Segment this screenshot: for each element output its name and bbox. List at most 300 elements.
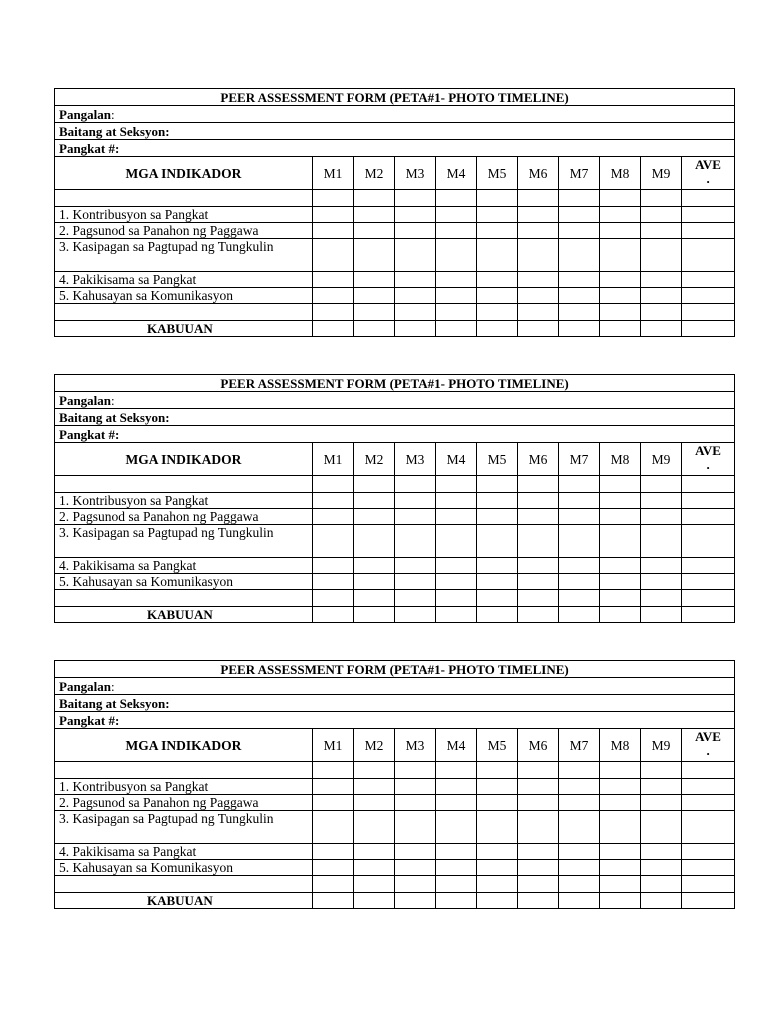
indicator-4-score-cell[interactable]	[518, 272, 559, 288]
indicator-3-score-cell[interactable]	[600, 525, 641, 558]
grade-section-field-row	[55, 409, 735, 426]
member-header-m6: M6	[518, 157, 559, 190]
indicator-3-score-cell[interactable]	[354, 239, 395, 272]
total-score-cell[interactable]	[518, 321, 559, 337]
member-header-m7: M7	[559, 729, 600, 762]
indicator-label: 2. Pagsunod sa Panahon ng Paggawa	[55, 509, 313, 525]
indicator-1-score-cell[interactable]	[395, 779, 436, 795]
indicator-2-score-cell[interactable]	[395, 795, 436, 811]
blank-score-cell[interactable]	[518, 590, 559, 607]
indicator-4-score-cell[interactable]	[354, 844, 395, 860]
form-title-row	[55, 375, 735, 392]
blank-score-cell[interactable]	[395, 876, 436, 893]
indicator-2-score-cell[interactable]	[641, 795, 682, 811]
indicator-4-score-cell[interactable]	[682, 272, 735, 288]
blank-score-cell[interactable]	[518, 876, 559, 893]
indicator-4-score-cell[interactable]	[477, 844, 518, 860]
indicator-4-score-cell[interactable]	[313, 844, 354, 860]
blank-score-cell[interactable]	[395, 590, 436, 607]
total-score-cell[interactable]	[682, 607, 735, 623]
blank-score-cell[interactable]	[518, 190, 559, 207]
indicator-3-score-cell[interactable]	[682, 811, 735, 844]
blank-score-cell[interactable]	[559, 476, 600, 493]
indicator-1-score-cell[interactable]	[518, 493, 559, 509]
indicator-4-score-cell[interactable]	[395, 844, 436, 860]
indicator-label: 1. Kontribusyon sa Pangkat	[55, 493, 313, 509]
indicator-4-score-cell[interactable]	[518, 558, 559, 574]
indicator-2-score-cell[interactable]	[313, 223, 354, 239]
blank-score-cell[interactable]	[477, 590, 518, 607]
indicator-5-score-cell[interactable]	[395, 860, 436, 876]
indicator-2-score-cell[interactable]	[354, 509, 395, 525]
blank-score-cell[interactable]	[641, 476, 682, 493]
average-label: AVE	[695, 157, 721, 172]
indicator-row-5	[55, 574, 735, 590]
indicator-1-score-cell[interactable]	[477, 779, 518, 795]
indicator-2-score-cell[interactable]	[436, 509, 477, 525]
group-number-field[interactable]	[55, 426, 735, 443]
indicator-5-score-cell[interactable]	[477, 288, 518, 304]
indicator-2-score-cell[interactable]	[682, 795, 735, 811]
name-field[interactable]	[55, 106, 735, 123]
indicator-2-score-cell[interactable]	[395, 509, 436, 525]
indicator-3-score-cell[interactable]	[600, 811, 641, 844]
indicator-3-score-cell[interactable]	[518, 525, 559, 558]
average-header	[682, 729, 735, 762]
indicator-3-score-cell[interactable]	[477, 525, 518, 558]
blank-score-cell[interactable]	[477, 876, 518, 893]
indicator-4-score-cell[interactable]	[436, 558, 477, 574]
indicator-1-score-cell[interactable]	[641, 779, 682, 795]
member-header-m9: M9	[641, 729, 682, 762]
name-field-row	[55, 392, 735, 409]
indicator-5-score-cell[interactable]	[436, 288, 477, 304]
blank-score-cell[interactable]	[313, 190, 354, 207]
indicator-2-score-cell[interactable]	[559, 795, 600, 811]
indicator-1-score-cell[interactable]	[600, 779, 641, 795]
group-number-field-row	[55, 712, 735, 729]
total-score-cell[interactable]	[436, 893, 477, 909]
blank-score-cell[interactable]	[354, 590, 395, 607]
indicator-3-score-cell[interactable]	[313, 811, 354, 844]
indicator-2-score-cell[interactable]	[559, 509, 600, 525]
member-header-m7: M7	[559, 443, 600, 476]
form-title: PEER ASSESSMENT FORM (PETA#1- PHOTO TIMELINE)	[55, 375, 735, 392]
blank-score-cell[interactable]	[682, 590, 735, 607]
total-score-cell[interactable]	[395, 321, 436, 337]
blank-score-cell[interactable]	[559, 762, 600, 779]
form-title-row	[55, 661, 735, 678]
member-header-m5: M5	[477, 443, 518, 476]
blank-score-cell[interactable]	[313, 762, 354, 779]
indicator-5-score-cell[interactable]	[313, 288, 354, 304]
indicator-3-score-cell[interactable]	[354, 525, 395, 558]
indicator-1-score-cell[interactable]	[313, 779, 354, 795]
blank-score-cell[interactable]	[313, 876, 354, 893]
name-field-row	[55, 106, 735, 123]
indicator-5-score-cell[interactable]	[641, 860, 682, 876]
blank-score-cell[interactable]	[518, 762, 559, 779]
total-score-cell[interactable]	[600, 607, 641, 623]
indicator-5-score-cell[interactable]	[313, 574, 354, 590]
blank-score-cell[interactable]	[641, 304, 682, 321]
indicator-2-score-cell[interactable]	[518, 795, 559, 811]
indicator-1-score-cell[interactable]	[477, 493, 518, 509]
indicator-3-score-cell[interactable]	[682, 525, 735, 558]
average-label: AVE	[695, 729, 721, 744]
blank-score-cell[interactable]	[641, 190, 682, 207]
indicator-4-score-cell[interactable]	[600, 844, 641, 860]
blank-score-cell[interactable]	[395, 190, 436, 207]
total-score-cell[interactable]	[600, 893, 641, 909]
blank-score-cell[interactable]	[641, 590, 682, 607]
grade-section-field-row	[55, 123, 735, 140]
blank-score-cell[interactable]	[477, 190, 518, 207]
blank-row	[55, 876, 735, 893]
indicator-header: MGA INDIKADOR	[55, 157, 313, 190]
blank-score-cell[interactable]	[682, 304, 735, 321]
indicator-4-score-cell[interactable]	[600, 558, 641, 574]
indicator-5-score-cell[interactable]	[518, 860, 559, 876]
blank-score-cell[interactable]	[600, 304, 641, 321]
indicator-3-score-cell[interactable]	[477, 811, 518, 844]
indicator-2-score-cell[interactable]	[477, 223, 518, 239]
blank-score-cell[interactable]	[559, 190, 600, 207]
blank-score-cell[interactable]	[436, 762, 477, 779]
indicator-3-score-cell[interactable]	[559, 811, 600, 844]
total-score-cell[interactable]	[313, 607, 354, 623]
blank-score-cell[interactable]	[436, 590, 477, 607]
indicator-row-2	[55, 795, 735, 811]
blank-score-cell[interactable]	[436, 876, 477, 893]
total-score-cell[interactable]	[436, 607, 477, 623]
group-number-field-label: Pangkat #:	[59, 140, 120, 156]
indicator-1-score-cell[interactable]	[436, 779, 477, 795]
indicator-4-score-cell[interactable]	[395, 272, 436, 288]
indicator-5-score-cell[interactable]	[559, 288, 600, 304]
group-number-field-row	[55, 140, 735, 157]
indicator-3-score-cell[interactable]	[518, 239, 559, 272]
indicator-3-score-cell[interactable]	[436, 239, 477, 272]
indicator-label: 5. Kahusayan sa Komunikasyon	[55, 288, 313, 304]
grade-section-field-label: Baitang at Seksyon:	[59, 409, 170, 425]
indicator-1-score-cell[interactable]	[559, 207, 600, 223]
blank-score-cell[interactable]	[313, 476, 354, 493]
name-field-label: Pangalan	[59, 392, 112, 408]
member-header-m3: M3	[395, 443, 436, 476]
indicator-3-score-cell[interactable]	[354, 811, 395, 844]
indicator-2-score-cell[interactable]	[313, 795, 354, 811]
indicator-2-score-cell[interactable]	[518, 223, 559, 239]
indicator-2-score-cell[interactable]	[354, 795, 395, 811]
indicator-5-score-cell[interactable]	[436, 860, 477, 876]
total-score-cell[interactable]	[477, 893, 518, 909]
indicator-5-score-cell[interactable]	[600, 288, 641, 304]
indicator-4-score-cell[interactable]	[641, 844, 682, 860]
indicator-5-score-cell[interactable]	[518, 288, 559, 304]
blank-score-cell[interactable]	[600, 590, 641, 607]
indicator-5-score-cell[interactable]	[682, 574, 735, 590]
group-number-field-label: Pangkat #:	[59, 712, 120, 728]
blank-score-cell[interactable]	[477, 762, 518, 779]
grade-section-field[interactable]	[55, 695, 735, 712]
indicator-1-score-cell[interactable]	[436, 207, 477, 223]
indicator-5-score-cell[interactable]	[641, 288, 682, 304]
label-colon: :	[111, 106, 115, 122]
indicator-1-score-cell[interactable]	[354, 207, 395, 223]
blank-row	[55, 190, 735, 207]
total-score-cell[interactable]	[395, 893, 436, 909]
indicator-4-score-cell[interactable]	[559, 558, 600, 574]
indicator-1-score-cell[interactable]	[313, 493, 354, 509]
member-header-m5: M5	[477, 157, 518, 190]
total-score-cell[interactable]	[518, 893, 559, 909]
indicator-2-score-cell[interactable]	[641, 509, 682, 525]
blank-score-cell[interactable]	[559, 590, 600, 607]
indicator-label: 3. Kasipagan sa Pagtupad ng Tungkulin	[55, 525, 313, 558]
indicator-2-score-cell[interactable]	[436, 795, 477, 811]
grade-section-field[interactable]	[55, 409, 735, 426]
blank-score-cell[interactable]	[559, 304, 600, 321]
total-score-cell[interactable]	[395, 607, 436, 623]
indicator-1-score-cell[interactable]	[600, 493, 641, 509]
indicator-1-score-cell[interactable]	[518, 207, 559, 223]
indicator-2-score-cell[interactable]	[682, 223, 735, 239]
indicator-3-score-cell[interactable]	[313, 525, 354, 558]
total-score-cell[interactable]	[354, 607, 395, 623]
total-score-cell[interactable]	[354, 321, 395, 337]
indicator-4-score-cell[interactable]	[354, 272, 395, 288]
indicator-5-score-cell[interactable]	[682, 860, 735, 876]
blank-score-cell[interactable]	[682, 762, 735, 779]
group-number-field[interactable]	[55, 712, 735, 729]
indicator-4-score-cell[interactable]	[641, 272, 682, 288]
blank-score-cell[interactable]	[395, 762, 436, 779]
indicator-5-score-cell[interactable]	[641, 574, 682, 590]
name-field-row	[55, 678, 735, 695]
indicator-5-score-cell[interactable]	[559, 860, 600, 876]
indicator-5-score-cell[interactable]	[559, 574, 600, 590]
total-score-cell[interactable]	[477, 321, 518, 337]
blank-score-cell[interactable]	[313, 590, 354, 607]
indicator-2-score-cell[interactable]	[313, 509, 354, 525]
indicator-4-score-cell[interactable]	[559, 844, 600, 860]
indicator-1-score-cell[interactable]	[395, 207, 436, 223]
indicator-5-score-cell[interactable]	[395, 288, 436, 304]
indicator-4-score-cell[interactable]	[682, 844, 735, 860]
blank-score-cell[interactable]	[682, 190, 735, 207]
total-score-cell[interactable]	[641, 893, 682, 909]
member-header-m5: M5	[477, 729, 518, 762]
indicator-2-score-cell[interactable]	[518, 509, 559, 525]
total-score-cell[interactable]	[641, 321, 682, 337]
indicator-5-score-cell[interactable]	[354, 574, 395, 590]
indicator-3-score-cell[interactable]	[641, 239, 682, 272]
blank-score-cell[interactable]	[600, 876, 641, 893]
indicator-2-score-cell[interactable]	[436, 223, 477, 239]
indicator-1-score-cell[interactable]	[436, 493, 477, 509]
blank-score-cell[interactable]	[354, 190, 395, 207]
indicator-3-score-cell[interactable]	[641, 811, 682, 844]
indicator-3-score-cell[interactable]	[436, 525, 477, 558]
total-score-cell[interactable]	[477, 607, 518, 623]
indicator-4-score-cell[interactable]	[559, 272, 600, 288]
total-score-cell[interactable]	[559, 893, 600, 909]
indicator-5-score-cell[interactable]	[682, 288, 735, 304]
indicator-2-score-cell[interactable]	[477, 509, 518, 525]
total-score-cell[interactable]	[559, 607, 600, 623]
total-score-cell[interactable]	[436, 321, 477, 337]
blank-score-cell[interactable]	[518, 476, 559, 493]
indicator-3-score-cell[interactable]	[436, 811, 477, 844]
indicator-4-score-cell[interactable]	[641, 558, 682, 574]
indicator-5-score-cell[interactable]	[600, 860, 641, 876]
indicator-2-score-cell[interactable]	[600, 509, 641, 525]
indicator-1-score-cell[interactable]	[682, 779, 735, 795]
indicator-4-score-cell[interactable]	[477, 272, 518, 288]
indicator-5-score-cell[interactable]	[518, 574, 559, 590]
indicator-5-score-cell[interactable]	[354, 860, 395, 876]
group-number-field[interactable]	[55, 140, 735, 157]
indicator-4-score-cell[interactable]	[600, 272, 641, 288]
indicator-3-score-cell[interactable]	[600, 239, 641, 272]
blank-score-cell[interactable]	[600, 190, 641, 207]
label-colon: :	[111, 392, 115, 408]
indicator-3-score-cell[interactable]	[559, 239, 600, 272]
blank-score-cell[interactable]	[682, 476, 735, 493]
indicator-row-1	[55, 493, 735, 509]
total-score-cell[interactable]	[313, 893, 354, 909]
group-number-field-row	[55, 426, 735, 443]
blank-score-cell[interactable]	[395, 476, 436, 493]
indicator-2-score-cell[interactable]	[682, 509, 735, 525]
total-row	[55, 607, 735, 623]
total-score-cell[interactable]	[313, 321, 354, 337]
indicator-label: 2. Pagsunod sa Panahon ng Paggawa	[55, 795, 313, 811]
indicator-3-score-cell[interactable]	[313, 239, 354, 272]
total-score-cell[interactable]	[600, 321, 641, 337]
indicator-4-score-cell[interactable]	[477, 558, 518, 574]
indicator-2-score-cell[interactable]	[354, 223, 395, 239]
grade-section-field[interactable]	[55, 123, 735, 140]
blank-score-cell[interactable]	[559, 876, 600, 893]
indicator-4-score-cell[interactable]	[436, 272, 477, 288]
blank-indicator-cell	[55, 190, 313, 207]
indicator-5-score-cell[interactable]	[477, 860, 518, 876]
indicator-row-5	[55, 860, 735, 876]
average-dot: .	[706, 743, 710, 758]
blank-score-cell[interactable]	[354, 876, 395, 893]
blank-score-cell[interactable]	[641, 876, 682, 893]
blank-score-cell[interactable]	[682, 876, 735, 893]
indicator-label: 4. Pakikisama sa Pangkat	[55, 558, 313, 574]
indicator-2-score-cell[interactable]	[641, 223, 682, 239]
blank-score-cell[interactable]	[313, 304, 354, 321]
name-field[interactable]	[55, 392, 735, 409]
member-header-m4: M4	[436, 729, 477, 762]
indicator-1-score-cell[interactable]	[600, 207, 641, 223]
indicator-4-score-cell[interactable]	[354, 558, 395, 574]
blank-score-cell[interactable]	[436, 304, 477, 321]
name-field[interactable]	[55, 678, 735, 695]
indicator-3-score-cell[interactable]	[641, 525, 682, 558]
indicator-4-score-cell[interactable]	[313, 558, 354, 574]
indicator-1-score-cell[interactable]	[477, 207, 518, 223]
total-score-cell[interactable]	[641, 607, 682, 623]
total-score-cell[interactable]	[354, 893, 395, 909]
indicator-3-score-cell[interactable]	[518, 811, 559, 844]
indicator-5-score-cell[interactable]	[600, 574, 641, 590]
grade-section-field-row	[55, 695, 735, 712]
indicator-5-score-cell[interactable]	[395, 574, 436, 590]
indicator-1-score-cell[interactable]	[559, 779, 600, 795]
indicator-1-score-cell[interactable]	[395, 493, 436, 509]
indicator-3-score-cell[interactable]	[395, 525, 436, 558]
blank-score-cell[interactable]	[477, 476, 518, 493]
indicator-1-score-cell[interactable]	[313, 207, 354, 223]
blank-score-cell[interactable]	[354, 304, 395, 321]
blank-score-cell[interactable]	[395, 304, 436, 321]
indicator-label: 1. Kontribusyon sa Pangkat	[55, 207, 313, 223]
total-score-cell[interactable]	[559, 321, 600, 337]
indicator-1-score-cell[interactable]	[518, 779, 559, 795]
average-header	[682, 443, 735, 476]
blank-score-cell[interactable]	[641, 762, 682, 779]
blank-score-cell[interactable]	[518, 304, 559, 321]
indicator-2-score-cell[interactable]	[477, 795, 518, 811]
total-score-cell[interactable]	[682, 893, 735, 909]
blank-score-cell[interactable]	[600, 762, 641, 779]
indicator-1-score-cell[interactable]	[354, 779, 395, 795]
indicator-3-score-cell[interactable]	[395, 239, 436, 272]
blank-score-cell[interactable]	[477, 304, 518, 321]
indicator-label: 5. Kahusayan sa Komunikasyon	[55, 860, 313, 876]
blank-score-cell[interactable]	[354, 762, 395, 779]
indicator-1-score-cell[interactable]	[682, 207, 735, 223]
indicator-2-score-cell[interactable]	[559, 223, 600, 239]
indicator-2-score-cell[interactable]	[600, 795, 641, 811]
indicator-4-score-cell[interactable]	[395, 558, 436, 574]
indicator-3-score-cell[interactable]	[559, 525, 600, 558]
indicator-4-score-cell[interactable]	[436, 844, 477, 860]
indicator-1-score-cell[interactable]	[682, 493, 735, 509]
indicator-4-score-cell[interactable]	[682, 558, 735, 574]
indicator-1-score-cell[interactable]	[354, 493, 395, 509]
indicator-2-score-cell[interactable]	[600, 223, 641, 239]
indicator-4-score-cell[interactable]	[518, 844, 559, 860]
total-score-cell[interactable]	[518, 607, 559, 623]
indicator-4-score-cell[interactable]	[313, 272, 354, 288]
blank-score-cell[interactable]	[354, 476, 395, 493]
indicator-5-score-cell[interactable]	[354, 288, 395, 304]
indicator-5-score-cell[interactable]	[313, 860, 354, 876]
indicator-1-score-cell[interactable]	[559, 493, 600, 509]
indicator-3-score-cell[interactable]	[682, 239, 735, 272]
indicator-5-score-cell[interactable]	[436, 574, 477, 590]
blank-score-cell[interactable]	[436, 190, 477, 207]
indicator-1-score-cell[interactable]	[641, 207, 682, 223]
indicator-label: 1. Kontribusyon sa Pangkat	[55, 779, 313, 795]
member-header-m6: M6	[518, 443, 559, 476]
indicator-2-score-cell[interactable]	[395, 223, 436, 239]
indicator-3-score-cell[interactable]	[395, 811, 436, 844]
blank-score-cell[interactable]	[600, 476, 641, 493]
total-score-cell[interactable]	[682, 321, 735, 337]
indicator-1-score-cell[interactable]	[641, 493, 682, 509]
indicator-5-score-cell[interactable]	[477, 574, 518, 590]
blank-score-cell[interactable]	[436, 476, 477, 493]
indicator-3-score-cell[interactable]	[477, 239, 518, 272]
